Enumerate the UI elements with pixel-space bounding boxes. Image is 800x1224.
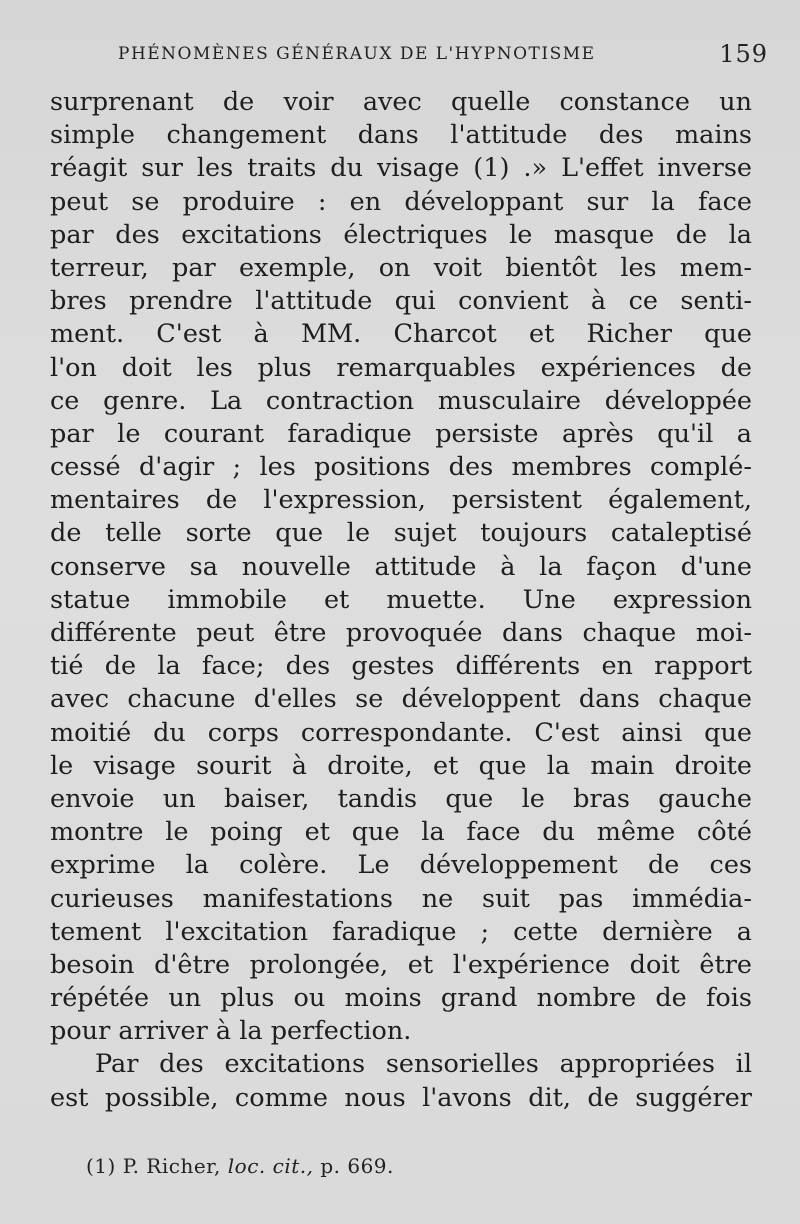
text-line: le visage sourit à droite, et que la main droite [50, 750, 752, 781]
text-line: curieuses manifestations ne suit pas immédia- [50, 883, 752, 914]
text-line: tié de la face; des gestes différents en rapport [50, 651, 752, 682]
text-line: ment. C'est à MM. Charcot et Richer que [50, 319, 752, 350]
text-line: tement l'excitation faradique ; cette dernière a [50, 916, 752, 947]
running-title: PHÉNOMÈNES GÉNÉRAUX DE L'HYPNOTISME [118, 44, 596, 64]
text-line: cessé d'agir ; les positions des membres complé- [50, 452, 752, 483]
text-line: surprenant de voir avec quelle constance un [50, 87, 752, 117]
text-line: exprime la colère. Le développement de ces [50, 850, 752, 881]
running-header [118, 40, 768, 72]
text-line: différente peut être provoquée dans chaque moi- [50, 618, 752, 648]
text-line: montre le poing et que la face du même côté [50, 817, 752, 848]
footnote-page-ref: p. 669. [320, 1154, 394, 1178]
text-line: envoie un baiser, tandis que le bras gauche [50, 783, 752, 814]
footnote-citation: loc. cit., [227, 1154, 314, 1178]
text-line: est possible, comme nous l'avons dit, de suggérer [50, 1082, 752, 1113]
text-line: besoin d'être prolongée, et l'expérience doit être [50, 949, 752, 980]
footnote-marker: (1) P. Richer, [86, 1154, 221, 1178]
text-line: statue immobile et muette. Une expression [50, 584, 752, 615]
text-line: pour arriver à la perfection. [50, 1016, 412, 1047]
text-line: par le courant faradique persiste après qu'il a [50, 418, 752, 449]
text-line: conserve sa nouvelle attitude à la façon d'une [50, 551, 752, 582]
text-line: terreur, par exemple, on voit bientôt les mem- [50, 252, 752, 283]
text-line: Par des excitations sensorielles appropriées il [95, 1049, 752, 1080]
text-line: ce genre. La contraction musculaire développée [50, 385, 752, 416]
text-line: moitié du corps correspondante. C'est ainsi que [50, 717, 752, 748]
text-line: simple changement dans l'attitude des mains [50, 120, 752, 151]
text-line: de telle sorte que le sujet toujours cataleptisé [50, 518, 752, 549]
text-line: peut se produire : en développant sur la face [50, 186, 752, 217]
footnote [86, 1154, 394, 1178]
text-line: mentaires de l'expression, persistent également, [50, 485, 752, 516]
text-line: réagit sur les traits du visage (1) .» L'effet inverse [50, 153, 752, 184]
page-number: 159 [719, 40, 768, 68]
text-line: par des excitations électriques le masque de la [50, 219, 752, 250]
text-line: l'on doit les plus remarquables expériences de [50, 352, 752, 383]
text-line: bres prendre l'attitude qui convient à ce senti- [50, 286, 752, 317]
body-text [50, 86, 752, 1115]
text-line: avec chacune d'elles se développent dans chaque [50, 684, 752, 715]
text-line: répétée un plus ou moins grand nombre de fois [50, 983, 752, 1014]
